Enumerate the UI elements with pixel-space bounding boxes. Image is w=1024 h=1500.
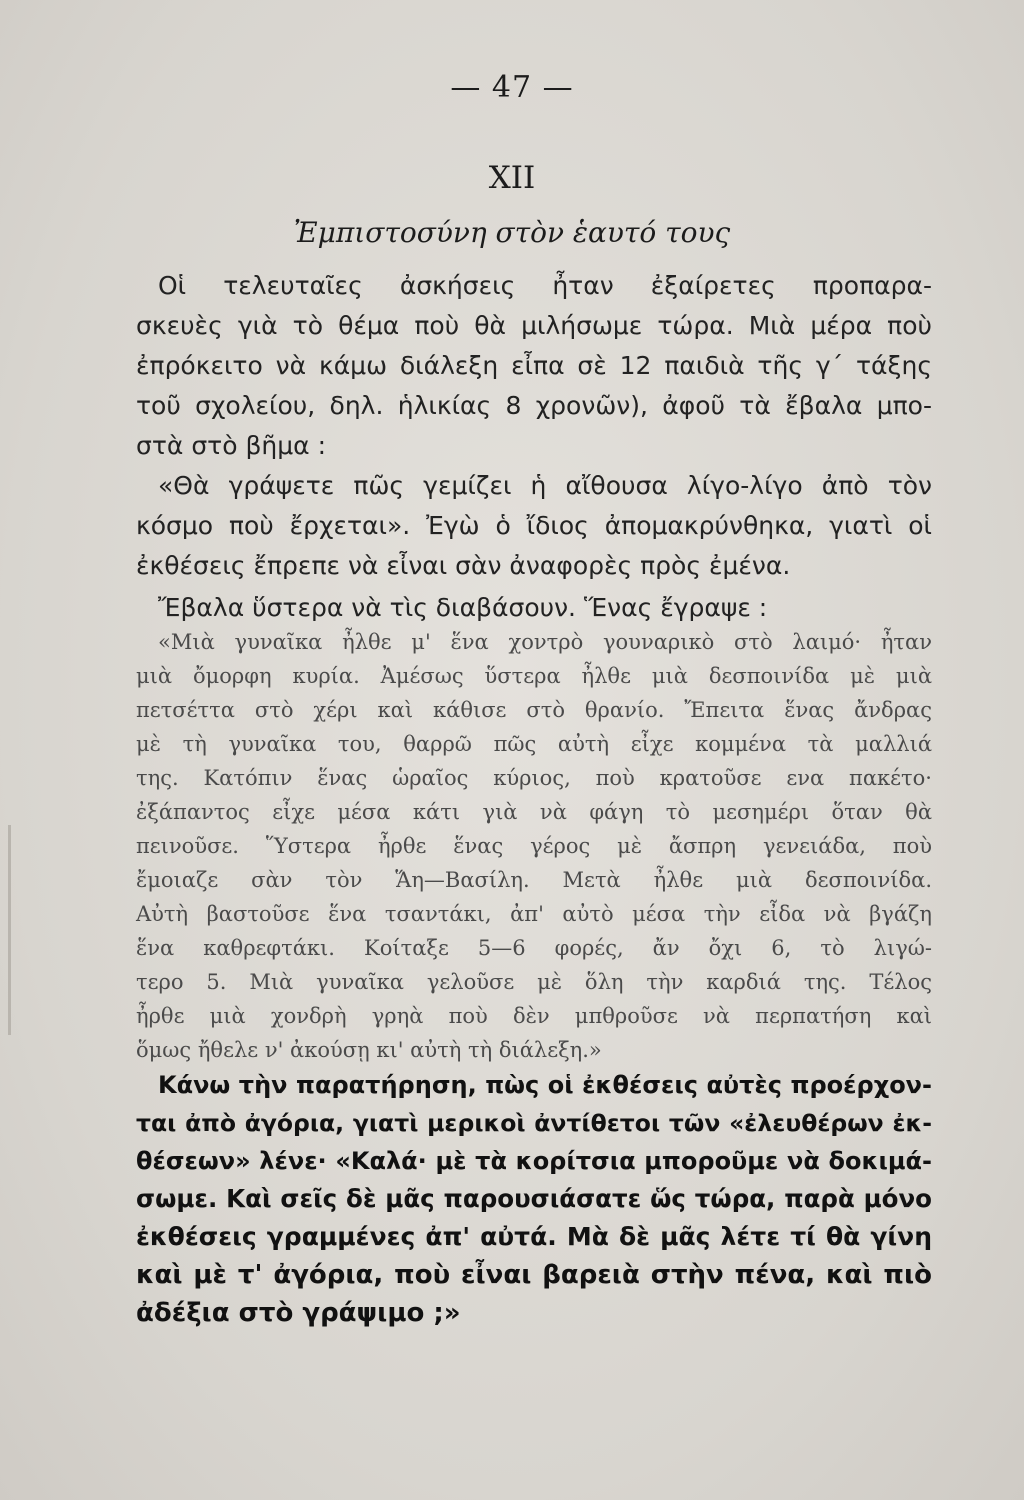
quote-line: πεινοῦσε. Ὕστερα ἦρθε ἕνας γέρος μὲ ἄσπρη γενειάδα, ποὺ: [136, 834, 932, 858]
quote-line: τερο 5. Μιὰ γυναῖκα γελοῦσε μὲ ὅλη τὴν καρδιά της. Τέλος: [136, 970, 932, 994]
text-line: ἐκθέσεις γραμμένες ἀπ' αὐτά. Μὰ δὲ μᾶς λέτε τί θὰ γίνη: [136, 1222, 932, 1251]
quote-line: της. Κατόπιν ἕνας ὡραῖος κύριος, ποὺ κρατοῦσε ενα πακέτο·: [136, 766, 932, 790]
text-line: σωμε. Καὶ σεῖς δὲ μᾶς παρουσιάσατε ὥς τώρα, παρὰ μόνο: [136, 1184, 932, 1213]
paragraph-4: [136, 1066, 932, 1332]
quote-line: Αὐτὴ βαστοῦσε ἕνα τσαντάκι, ἀπ' αὐτὸ μέσα τὴν εἶδα νὰ βγάζη: [136, 902, 932, 926]
binding-edge-mark: [8, 825, 11, 1035]
text-line: σκευὲς γιὰ τὸ θέμα ποὺ θὰ μιλήσωμε τώρα. Μιὰ μέρα ποὺ: [136, 311, 932, 340]
chapter-number: XII: [488, 160, 536, 196]
quote-line: μὲ τὴ γυναῖκα του, θαρρῶ πῶς αὐτὴ εἶχε κομμένα τὰ μαλλιά: [136, 732, 932, 756]
text-line: Οἱ τελευταῖες ἀσκήσεις ἦταν ἐξαίρετες προπαρα-: [158, 271, 932, 300]
text-line: στὰ στὸ βῆμα :: [136, 431, 327, 460]
text-line: Κάνω τὴν παρατήρηση, πὼς οἱ ἐκθέσεις αὐτὲς προέρχον-: [158, 1071, 932, 1099]
quote-line: ἔμοιαζε σὰν τὸν Ἅη—Βασίλη. Μετὰ ἦλθε μιὰ δεσποινίδα.: [136, 868, 932, 892]
paragraph-2: [136, 466, 932, 586]
quote-line: «Μιὰ γυναῖκα ἦλθε μ' ἕνα χοντρὸ γουναρικὸ στὸ λαιμό· ἦταν: [158, 630, 932, 654]
quote-line: μιὰ ὄμορφη κυρία. Ἀμέσως ὕστερα ἦλθε μιὰ δεσποινίδα μὲ μιὰ: [136, 664, 932, 688]
student-essay-quote: [136, 625, 932, 1067]
text-line: θέσεων» λένε· «Καλά· μὲ τὰ κορίτσια μποροῦμε νὰ δοκιμά-: [136, 1147, 932, 1175]
paragraph-1: [136, 266, 932, 466]
quote-line: ἦρθε μιὰ χονδρὴ γρηὰ ποὺ δὲν μπθροῦσε νὰ περπατήση καὶ: [136, 1004, 932, 1028]
text-line: ται ἀπὸ ἀγόρια, γιατὶ μερικοὶ ἀντίθετοι τῶν «ἐλευθέρων ἐκ-: [136, 1109, 932, 1137]
quote-line: ἐξάπαντος εἶχε μέσα κάτι γιὰ νὰ φάγη τὸ μεσημέρι ὅταν θὰ: [136, 800, 932, 824]
text-line: ἀδέξια στὸ γράψιμο ;»: [136, 1298, 461, 1328]
quote-line: ἕνα καθρεφτάκι. Κοίταξε 5—6 φορές, ἄν ὄχι 6, τὸ λιγώ-: [136, 936, 932, 960]
text-line: κόσμο ποὺ ἔρχεται». Ἐγὼ ὁ ἴδιος ἀπομακρύνθηκα, γιατὶ οἱ: [136, 511, 932, 540]
text-line: καὶ μὲ τ' ἀγόρια, ποὺ εἶναι βαρειὰ στὴν πένα, καὶ πιὸ: [136, 1260, 932, 1290]
text-line: ἐπρόκειτο νὰ κάμω διάλεξη εἶπα σὲ 12 παιδιὰ τῆς γ΄ τάξης: [136, 351, 932, 380]
text-line: Ἔβαλα ὕστερα νὰ τὶς διαβάσουν. Ἕνας ἔγραψε :: [158, 593, 768, 622]
chapter-title: Ἐμπιστοσύνη στὸν ἑαυτό τους: [293, 216, 731, 249]
text-line: ἐκθέσεις ἔπρεπε νὰ εἶναι σὰν ἀναφορὲς πρὸς ἐμένα.: [136, 551, 791, 580]
quote-line: πετσέττα στὸ χέρι καὶ κάθισε στὸ θρανίο. Ἔπειτα ἕνας ἄνδρας: [136, 698, 932, 722]
page-number: — 47 —: [450, 70, 574, 105]
text-line: «Θὰ γράψετε πῶς γεμίζει ἡ αἴθουσα λίγο-λίγο ἀπὸ τὸν: [158, 471, 932, 500]
text-line: τοῦ σχολείου, δηλ. ἡλικίας 8 χρονῶν), ἀφοῦ τὰ ἔβαλα μπο-: [136, 391, 932, 420]
quote-line: ὅμως ἤθελε ν' ἀκούσῃ κι' αὐτὴ τὴ διάλεξη.»: [136, 1038, 602, 1062]
paragraph-3: [136, 588, 932, 628]
